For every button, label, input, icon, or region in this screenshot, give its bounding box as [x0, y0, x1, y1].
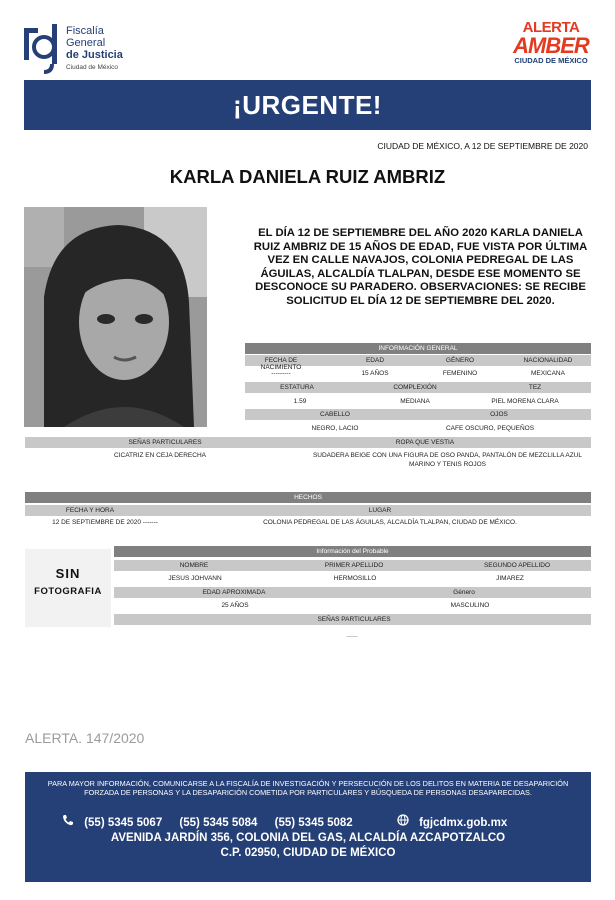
label-nationality: NACIONALIDAD	[523, 357, 573, 364]
alert-code: ALERTA. 147/2020	[25, 730, 145, 746]
fgj-line1: Fiscalía	[66, 25, 104, 37]
label-hair: CABELLO	[320, 411, 350, 418]
suspect-labels-row2	[114, 587, 591, 598]
value-hair: NEGRO, LACIO	[311, 425, 359, 432]
fgj-line4: Ciudad de México	[66, 64, 119, 71]
label-suspect-age: EDAD APROXIMADA	[202, 589, 266, 596]
value-build: MEDIANA	[400, 398, 430, 405]
missing-person-photo	[24, 207, 207, 427]
fgj-line2: General	[66, 37, 106, 49]
value-suspect-name: JESUS JOHVANN	[168, 575, 222, 582]
suspect-labels-row3	[114, 614, 591, 625]
label-build: COMPLEXIÓN	[393, 384, 437, 391]
label-suspect-gender: Género	[453, 589, 475, 596]
facts-labels	[25, 505, 591, 516]
suspect-labels-row1	[114, 560, 591, 571]
suspect-title: Información del Probable	[316, 548, 389, 555]
label-datetime: FECHA Y HORA	[65, 507, 115, 514]
value-nationality: MEXICANA	[531, 370, 565, 377]
label-suspect-last2: SEGUNDO APELLIDO	[483, 562, 551, 569]
value-age: 15 AÑOS	[361, 370, 389, 377]
value-marks: CICATRIZ EN CEJA DERECHA	[114, 452, 206, 459]
phone-3[interactable]: (55) 5345 5082	[274, 817, 353, 829]
website-link[interactable]: fgjcdmx.gob.mx	[419, 817, 508, 829]
amber-line1: ALERTA	[522, 19, 580, 36]
fgj-line3: de Justicia	[66, 49, 123, 61]
label-gender: GÉNERO	[445, 357, 475, 364]
no-photo-placeholder	[25, 549, 111, 627]
value-birth: ---------	[271, 370, 291, 377]
label-suspect-last1: PRIMER APELLIDO	[324, 562, 384, 569]
suspect-header	[114, 546, 591, 557]
value-place: COLONIA PEDREGAL DE LAS ÁGUILAS, ALCALDÍA TLALPAN, CIUDAD DE MÉXICO.	[263, 519, 517, 526]
label-suspect-marks: SEÑAS PARTICULARES	[317, 616, 391, 623]
general-info-header	[245, 343, 591, 354]
address-line2: C.P. 02950, CIUDAD DE MÉXICO	[220, 847, 396, 859]
amber-line3: CIUDAD DE MÉXICO	[514, 56, 588, 65]
value-suspect-age: 25 AÑOS	[221, 602, 249, 609]
label-height: ESTATURA	[280, 384, 314, 391]
case-description: EL DÍA 12 DE SEPTIEMBRE DEL AÑO 2020 KARLA DANIELA RUIZ AMBRIZ DE 15 AÑOS DE EDAD, FUE VISTA POR ÚLTIMA VEZ EN CALLE NAVAJOS, COLONIA PEDREGAL DE LAS ÁGUILAS, ALCALDÍA TLALPAN, DESDE ESE MOMENTO SE DESCONOCE SU PARADERO. OBSERVACIONES: SE RECIBE SOLICITUD EL DÍA 12 DE SEPTIEMBRE DEL 2020.	[253, 227, 588, 307]
general-info-labels-row3	[245, 409, 591, 420]
fgj-logo-icon	[22, 22, 62, 76]
phone-1[interactable]: (55) 5345 5067	[84, 817, 163, 829]
value-suspect-last2: JIMAREZ	[496, 575, 524, 582]
marks-clothes-labels	[25, 437, 591, 448]
label-eyes: OJOS	[490, 411, 508, 418]
contact-footer	[25, 772, 591, 882]
phone-icon	[61, 814, 75, 829]
value-suspect-last1: HERMOSILLO	[333, 575, 377, 582]
amber-line2: AMBER	[513, 33, 589, 58]
no-photo-line1: SIN	[55, 566, 81, 581]
address-line1: AVENIDA JARDÍN 356, COLONIA DEL GAS, ALCALDÍA AZCAPOTZALCO	[110, 832, 506, 844]
label-skin: TEZ	[528, 384, 542, 391]
facts-header	[25, 492, 591, 503]
fgj-name	[66, 25, 123, 72]
value-eyes: CAFE OSCURO, PEQUEÑOS	[445, 425, 535, 432]
no-photo-line2: FOTOGRAFIA	[34, 586, 102, 597]
value-height: 1.59	[293, 398, 307, 405]
value-suspect-gender: MASCULINO	[450, 602, 490, 609]
label-suspect-name: NOMBRE	[179, 562, 209, 569]
urgent-banner: ¡URGENTE!	[24, 80, 591, 130]
label-age: EDAD	[365, 357, 385, 364]
dateline: CIUDAD DE MÉXICO, A 12 DE SEPTIEMBRE DE 2020	[377, 141, 588, 151]
value-suspect-marks: -------	[346, 634, 358, 640]
footer-info-text: PARA MAYOR INFORMACIÓN, COMUNICARSE A LA FISCALÍA DE INVESTIGACIÓN Y PERSECUCIÓN DE LOS DELITOS EN MATERIA DE DESAPARICIÓN FORZADA DE PERSONAS Y LA DESAPARICIÓN COMETIDA POR PARTICULARES Y BÚSQUEDA DE PERSONAS DESAPARECIDAS.	[47, 779, 569, 797]
globe-icon	[396, 814, 410, 829]
label-clothes: ROPA QUE VESTIA	[395, 439, 455, 446]
person-name: KARLA DANIELA RUIZ AMBRIZ	[169, 166, 446, 187]
label-birth: FECHA DE NACIMIENTO	[260, 357, 302, 371]
phone-2[interactable]: (55) 5345 5084	[179, 817, 258, 829]
value-clothes	[300, 452, 595, 469]
value-datetime: 12 DE SEPTIEMBRE DE 2020 -------	[52, 519, 158, 526]
value-skin: PIEL MORENA CLARA	[491, 398, 559, 405]
label-marks: SEÑAS PARTICULARES	[128, 439, 202, 446]
label-place: LUGAR	[368, 507, 392, 514]
facts-title: HECHOS	[294, 494, 322, 501]
general-info-labels-row1	[245, 355, 591, 371]
value-clothes-line2: MARINO Y TENIS ROJOS	[409, 460, 486, 468]
general-info-title: INFORMACIÓN GENERAL	[378, 345, 458, 352]
general-info-labels-row2	[245, 382, 591, 393]
portrait-icon	[24, 207, 207, 427]
alerta-amber-logo	[510, 20, 592, 80]
footer-address	[25, 831, 591, 861]
value-gender: FEMENINO	[442, 370, 478, 377]
value-clothes-line1: SUDADERA BEIGE CON UNA FIGURA DE OSO PANDA, PANTALÓN DE MEZCLILLA AZUL	[312, 452, 583, 459]
footer-contacts-row	[61, 814, 507, 829]
